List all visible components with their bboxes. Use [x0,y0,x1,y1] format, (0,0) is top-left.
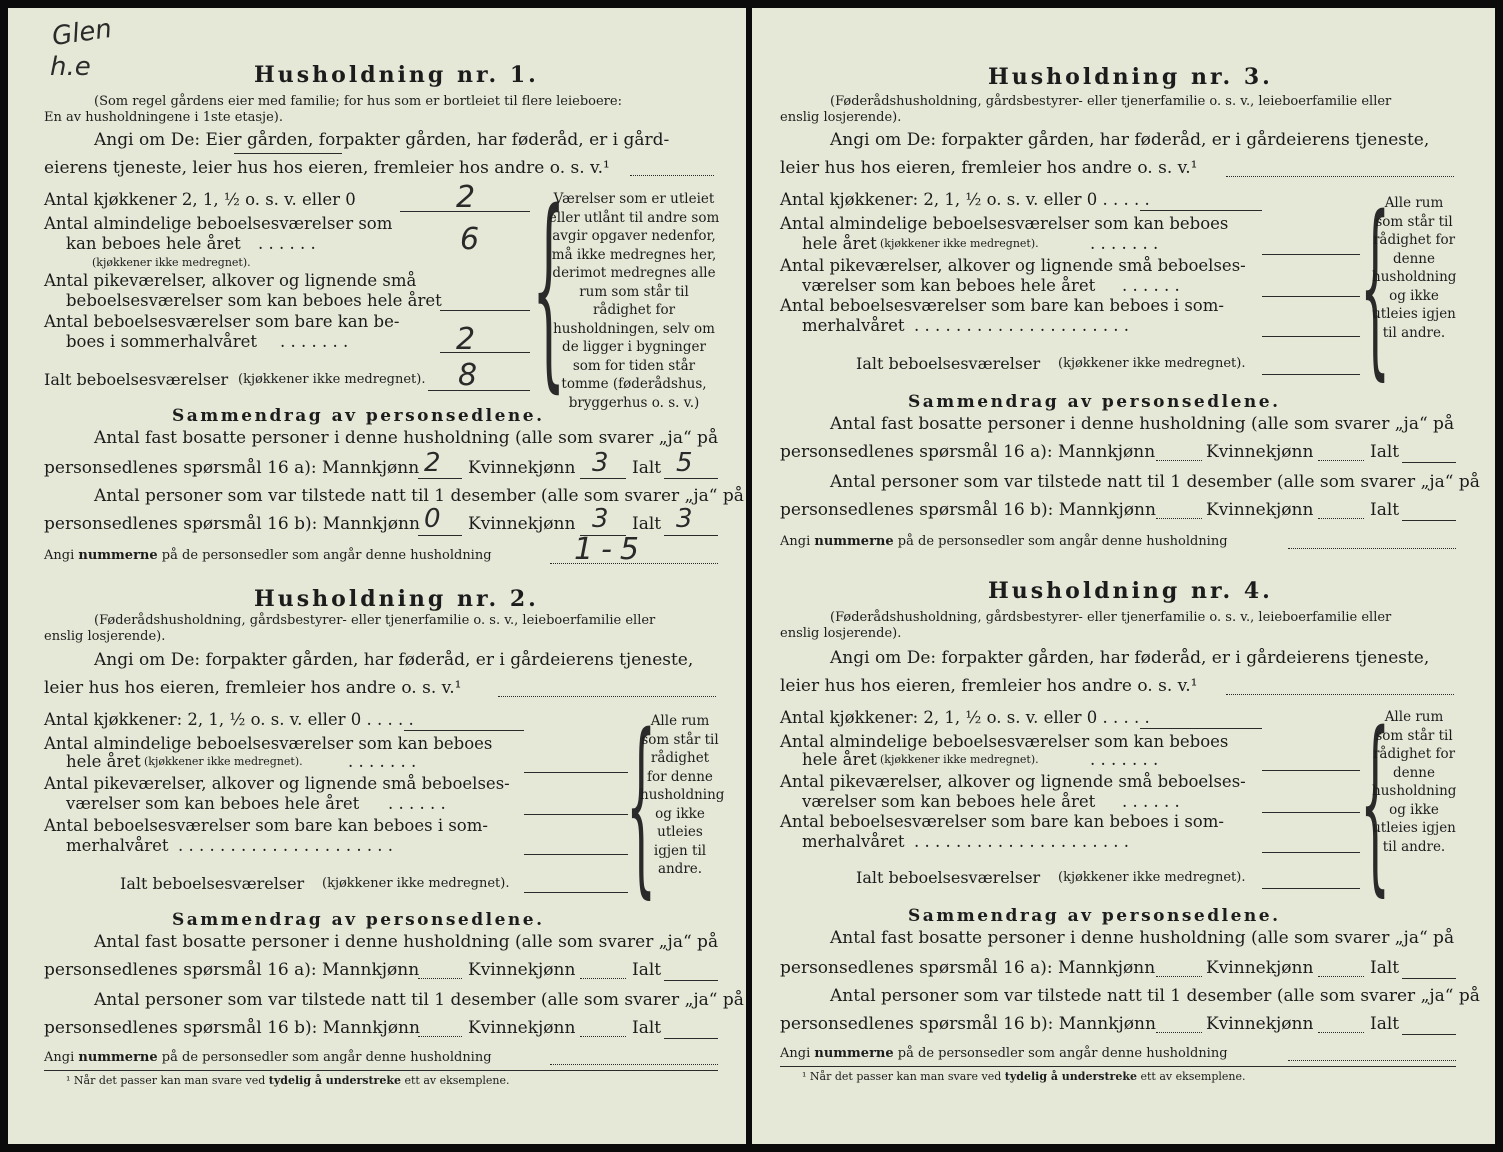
right-page [752,8,1495,1144]
q-pike-label-2: værelser som kan beboes hele året [802,276,1096,295]
q-alm-label-1: Antal almindelige beboelsesværelser som [44,214,393,233]
s3-a-line1: Antal fast bosatte personer i denne husholdning (alle som svarer „ja“ på [830,414,1455,434]
household-3-note-line1: (Føderådshusholdning, gårdsbestyrer- eller tjenerfamilie o. s. v., leieboerfamilie eller [830,94,1392,109]
household-2-title: Husholdning nr. 2. [254,586,539,612]
line [664,535,718,536]
s1-a-line1: Antal fast bosatte personer i denne husholdning (alle som svarer „ja“ på [94,428,719,448]
nummer-line-h4: Angi nummerne på de personsedler som angår denne husholdning [780,1046,1228,1061]
line [524,814,628,815]
household-2-note-line2: enslig losjerende). [44,629,166,644]
brace: { [1360,176,1391,397]
s3-b-line1: Antal personer som var tilstede natt til 1 desember (alle som svarer „ja“ på [830,472,1480,492]
side-note-h3: Alle rum som står til rådighet for denne husholdning og ikke utleies igjen til andre. [1372,195,1457,341]
line [1262,296,1360,297]
household-1-angi-line2: eierens tjeneste, leier hus hos eieren, fremleier hos andre o. s. v.¹ [44,158,610,178]
q-pike-label-2: værelser som kan beboes hele året [66,794,360,813]
household-4-angi-line1: Angi om De: forpakter gården, har føderåd, er i gårdeierens tjeneste, [830,648,1430,668]
dots: . . . . . . . [280,332,349,351]
line [524,854,628,855]
q-pike-label-1: Antal pikeværelser, alkover og lignende små beboelses- [780,256,1246,275]
sammendrag-2-title: Sammendrag av personsedlene. [172,910,545,930]
footnote: ¹ Når det passer kan man svare ved tydelig å understreke ett av eksemplene. [66,1074,510,1087]
side-note-h4: Alle rum som står til rådighet for denne husholdning og ikke utleies igjen til andre. [1372,709,1457,855]
q-ialt-label: Ialt beboelsesværelser [44,370,229,389]
kvinne-label: Kvinnekjønn [1206,958,1314,978]
line [664,980,718,981]
dots: . . . . . . . . . . . . . . . . . . . . . [914,316,1130,335]
q-ialt-note: (kjøkkener ikke medregnet). [1058,870,1246,885]
q-ialt-label: Ialt beboelsesværelser [856,868,1041,887]
household-2-note-line1: (Føderådshusholdning, gårdsbestyrer- eller tjenerfamilie o. s. v., leieboerfamilie eller [94,613,656,628]
line [1318,1032,1364,1033]
q-sommer-label-1: Antal beboelsesværelser som bare kan beboes i som- [780,812,1224,831]
line [1226,694,1454,695]
kvinne-label: Kvinnekjønn [468,1018,576,1038]
nummer-line-h3: Angi nummerne på de personsedler som angår denne husholdning [780,534,1228,549]
side-note-h2: Alle rum som står til rådighet for denne husholdning og ikke utleies igjen til andre. [640,713,725,877]
line [580,1036,626,1037]
corner-note-1: Glen [50,13,114,53]
s1-b-mann: 0 [424,504,441,534]
line [1140,210,1262,211]
line [550,1064,718,1065]
line [580,978,626,979]
q-sommer-label-1: Antal beboelsesværelser som bare kan beboes i som- [780,296,1224,315]
kvinne-label: Kvinnekjønn [1206,1014,1314,1034]
q-alm-label-2: hele året [802,750,877,769]
q-alm-note: (kjøkkener ikke medregnet). [92,256,251,269]
q-alm-label-1: Antal almindelige beboelsesværelser som kan beboes [780,732,1229,751]
kvinne-label: Kvinnekjønn [468,458,576,478]
household-1-angi-line1: Angi om De: Eier gården, forpakter gården, har føderåd, er i gård- [94,130,670,150]
footnote-divider [44,1070,718,1071]
line [1402,520,1456,521]
household-3-note-line2: enslig losjerende). [780,110,902,125]
dots: . . . . . . . . . . . . . . . . . . . . . [914,832,1130,851]
nummer-line-h1: Angi nummerne på de personsedler som angår denne husholdning [44,548,492,563]
q-sommer-label-2: merhalvåret [802,832,905,851]
ialt-label: Ialt [632,514,662,534]
q-ialt-label: Ialt beboelsesværelser [120,874,305,893]
footnote: ¹ Når det passer kan man svare ved tydelig å understreke ett av eksemplene. [802,1070,1246,1083]
household-3-angi-line2: leier hus hos eieren, fremleier hos andre o. s. v.¹ [780,158,1198,178]
dots: . . . . . . . [1090,750,1159,769]
ialt-label: Ialt [632,458,662,478]
corner-note-2: h.e [50,52,91,82]
brace: { [532,166,566,411]
q-ialt-note: (kjøkkener ikke medregnet). [1058,356,1246,371]
kvinne-label: Kvinnekjønn [468,960,576,980]
line [580,478,626,479]
ialt-label: Ialt [1370,1014,1400,1034]
val-ialt: 8 [458,358,478,393]
sammendrag-4-title: Sammendrag av personsedlene. [908,906,1281,926]
s4-b-line1: Antal personer som var tilstede natt til 1 desember (alle som svarer „ja“ på [830,986,1480,1006]
nummer-line-h2: Angi nummerne på de personsedler som angår denne husholdning [44,1050,492,1065]
household-1-note-line2: En av husholdningene i 1ste etasje). [44,110,283,125]
s1-b-kvinne: 3 [592,504,609,534]
line [418,535,462,536]
line [1262,770,1360,771]
line [1262,852,1360,853]
q-alm-label-2: kan beboes hele året [66,234,241,253]
line [418,1036,462,1037]
s1-a-kvinne: 3 [592,448,609,478]
q-alm-label-2: hele året [66,752,141,771]
line [1318,460,1364,461]
ialt-label: Ialt [1370,958,1400,978]
line [664,478,718,479]
line [1318,518,1364,519]
household-3-angi-line1: Angi om De: forpakter gården, har føderåd, er i gårdeierens tjeneste, [830,130,1430,150]
s4-a-line1: Antal fast bosatte personer i denne husholdning (alle som svarer „ja“ på [830,928,1455,948]
brace: { [1360,692,1391,913]
sammendrag-3-title: Sammendrag av personsedlene. [908,392,1281,412]
household-4-note-line2: enslig losjerende). [780,626,902,641]
q-alm-label-2: hele året [802,234,877,253]
q-ialt-note: (kjøkkener ikke medregnet). [322,876,510,891]
q-pike-label-1: Antal pikeværelser, alkover og lignende små beboelses- [44,774,510,793]
line [524,772,628,773]
line [498,696,716,697]
left-page [8,8,746,1144]
underline-eier [234,153,342,154]
q-alm-note: (kjøkkener ikke medregnet). [144,755,303,768]
kvinne-label: Kvinnekjønn [1206,500,1314,520]
val-kjokken: 2 [456,180,476,215]
q-ialt-label: Ialt beboelsesværelser [856,354,1041,373]
s1-b-ialt: 3 [676,504,693,534]
s1-b-line2: personsedlenes spørsmål 16 b): Mannkjønn [44,514,420,534]
s4-b-line2: personsedlenes spørsmål 16 b): Mannkjønn [780,1014,1156,1034]
s3-b-line2: personsedlenes spørsmål 16 b): Mannkjønn [780,500,1156,520]
household-1-title: Husholdning nr. 1. [254,62,539,88]
dots: . . . . . . . [348,752,417,771]
line [524,892,628,893]
dots: . . . . . . [1122,792,1180,811]
line [1156,460,1202,461]
s2-b-line1: Antal personer som var tilstede natt til 1 desember (alle som svarer „ja“ på [94,990,744,1010]
line [1226,176,1454,177]
line [418,478,462,479]
q-pike-label-1: Antal pikeværelser, alkover og lignende små [44,271,417,290]
q-kjokken-label: Antal kjøkkener 2, 1, ½ o. s. v. eller 0 [44,190,356,209]
q-alm-note: (kjøkkener ikke medregnet). [880,753,1039,766]
line [1140,728,1262,729]
line [1318,976,1364,977]
line [1262,374,1360,375]
q-sommer-label-1: Antal beboelsesværelser som bare kan beboes i som- [44,816,488,835]
dots: . . . . . . . . . . . . . . . . . . . . . [178,836,394,855]
brace: { [626,694,657,915]
q-sommer-label-2: merhalvåret [66,836,169,855]
val-alm: 6 [460,222,480,257]
side-note-h1: Værelser som er utleiet eller utlånt til andre som avgir opgaver nedenfor, må ikke medregnes her, derimot medregnes alle rum som står til rådighet for husholdningen, selv om de ligger i bygninger som for tiden står tomme (føderådshus, bryggerhus o. s. v.) [548,191,720,411]
kvinne-label: Kvinnekjønn [468,514,576,534]
sammendrag-1-title: Sammendrag av personsedlene. [172,406,545,426]
q-alm-label-1: Antal almindelige beboelsesværelser som kan beboes [780,214,1229,233]
line [418,978,462,979]
s1-a-mann: 2 [424,448,441,478]
line [1262,888,1360,889]
household-4-title: Husholdning nr. 4. [988,578,1273,604]
line [1402,978,1456,979]
line-ialt [428,390,530,391]
household-2-angi-line2: leier hus hos eieren, fremleier hos andre o. s. v.¹ [44,678,462,698]
q-kjokken-label: Antal kjøkkener: 2, 1, ½ o. s. v. eller 0 . . . . . [780,708,1150,727]
line [404,730,524,731]
household-4-note-line1: (Føderådshusholdning, gårdsbestyrer- eller tjenerfamilie o. s. v., leieboerfamilie eller [830,610,1392,625]
q-kjokken-label: Antal kjøkkener: 2, 1, ½ o. s. v. eller 0 . . . . . [780,190,1150,209]
dots: . . . . . . [388,794,446,813]
line [1156,518,1202,519]
kvinne-label: Kvinnekjønn [1206,442,1314,462]
line-kjokken [400,211,530,212]
line [1262,254,1360,255]
line [1156,976,1202,977]
s1-a-line2: personsedlenes spørsmål 16 a): Mannkjønn [44,458,420,478]
ialt-label: Ialt [632,960,662,980]
dots: . . . . . . [1122,276,1180,295]
q-pike-label-1: Antal pikeværelser, alkover og lignende små beboelses- [780,772,1246,791]
line [664,1038,718,1039]
q-alm-label-1: Antal almindelige beboelsesværelser som kan beboes [44,734,493,753]
line-sommer [440,352,530,353]
dots: . . . . . . . [1090,234,1159,253]
footnote-divider [780,1066,1456,1067]
q-sommer-label-1: Antal beboelsesværelser som bare kan be- [44,312,400,331]
household-1-note-line1: (Som regel gårdens eier med familie; for hus som er bortleiet til flere leieboere: [94,94,622,109]
line [1402,462,1456,463]
s2-a-line1: Antal fast bosatte personer i denne husholdning (alle som svarer „ja“ på [94,932,719,952]
line-pike [440,310,530,311]
nummer-val: 1-5 [574,532,647,567]
val-sommer: 2 [456,322,476,357]
ialt-label: Ialt [632,1018,662,1038]
line [1288,548,1456,549]
line [1262,812,1360,813]
q-sommer-label-2: merhalvåret [802,316,905,335]
s3-a-line2: personsedlenes spørsmål 16 a): Mannkjønn [780,442,1156,462]
line [1156,1032,1202,1033]
q-alm-note: (kjøkkener ikke medregnet). [880,237,1039,250]
line [1262,336,1360,337]
s1-a-ialt: 5 [676,448,693,478]
line [1288,1060,1456,1061]
q-sommer-label-2: boes i sommerhalvåret [66,332,258,351]
dots: . . . . . . [258,234,316,253]
q-kjokken-label: Antal kjøkkener: 2, 1, ½ o. s. v. eller 0 . . . . . [44,710,414,729]
ialt-label: Ialt [1370,500,1400,520]
line [1402,1034,1456,1035]
household-4-angi-line2: leier hus hos eieren, fremleier hos andre o. s. v.¹ [780,676,1198,696]
q-pike-label-2: værelser som kan beboes hele året [802,792,1096,811]
s1-b-line1: Antal personer som var tilstede natt til 1 desember (alle som svarer „ja“ på [94,486,744,506]
household-2-angi-line1: Angi om De: forpakter gården, har føderåd, er i gårdeierens tjeneste, [94,650,694,670]
household-3-title: Husholdning nr. 3. [988,64,1273,90]
ialt-label: Ialt [1370,442,1400,462]
s2-a-line2: personsedlenes spørsmål 16 a): Mannkjønn [44,960,420,980]
q-pike-label-2: beboelsesværelser som kan beboes hele året [66,291,442,310]
q-ialt-note: (kjøkkener ikke medregnet). [238,372,426,387]
s2-b-line2: personsedlenes spørsmål 16 b): Mannkjønn [44,1018,420,1038]
angi-answer-line [630,175,714,176]
s4-a-line2: personsedlenes spørsmål 16 a): Mannkjønn [780,958,1156,978]
